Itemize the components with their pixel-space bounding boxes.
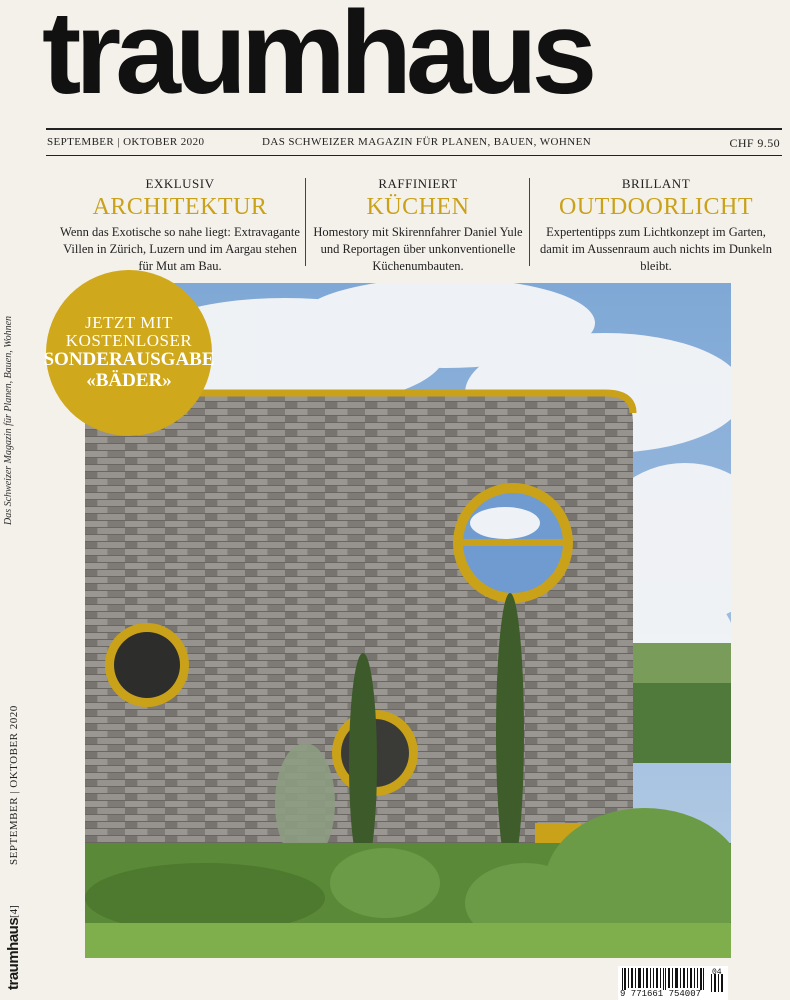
issue-date: SEPTEMBER | OKTOBER 2020 bbox=[47, 136, 205, 148]
spine bbox=[0, 0, 30, 1000]
badge-line: KOSTENLOSER bbox=[65, 331, 193, 351]
barcode-addon: 04 bbox=[712, 968, 722, 977]
teaser-body: Wenn das Exotische so nahe liegt: Extravagante Villen in Zürich, Luzern und im Aargau stehen für Mut am Bau. bbox=[60, 225, 300, 274]
badge-highlight: SONDERAUSGABE bbox=[43, 348, 215, 370]
badge-highlight: «BÄDER» bbox=[86, 369, 172, 391]
teaser-kicker: RAFFINIERT bbox=[378, 176, 458, 191]
teaser-body: Homestory mit Skirennfahrer Daniel Yule und Reportagen über unkonventionelle Küchenumbauten. bbox=[313, 225, 523, 274]
spine-logo: traumhaus bbox=[5, 917, 22, 990]
masthead-rule-top bbox=[46, 128, 782, 130]
spine-motto: Das Schweizer Magazin für Planen, Bauen, Wohnen bbox=[3, 315, 14, 525]
teaser-divider bbox=[529, 178, 530, 266]
teaser-kicker: BRILLANT bbox=[621, 176, 691, 191]
porthole-window-left bbox=[105, 623, 189, 707]
spine-date: SEPTEMBER | OKTOBER 2020 bbox=[8, 705, 20, 865]
teaser-architektur bbox=[60, 176, 300, 275]
barcode-digits: 9 771661 754007 bbox=[620, 989, 702, 999]
teaser-headline: OUTDOORLICHT bbox=[559, 194, 753, 220]
masthead-logo: traumhaus bbox=[42, 0, 592, 119]
teaser-kuechen bbox=[312, 176, 524, 275]
teaser-divider bbox=[305, 178, 306, 266]
teaser-body: Expertentipps zum Lichtkonzept im Garten, damit im Aussenraum auch nichts im Dunkeln bleibt. bbox=[540, 225, 772, 274]
spine-issue: [4] bbox=[8, 905, 20, 918]
teaser-outdoorlicht bbox=[536, 176, 776, 275]
teaser-kicker: EXKLUSIV bbox=[145, 176, 215, 191]
teaser-headline: KÜCHEN bbox=[366, 194, 470, 220]
badge-line: JETZT MIT bbox=[85, 313, 173, 333]
magazine-tagline: DAS SCHWEIZER MAGAZIN FÜR PLANEN, BAUEN, WOHNEN bbox=[262, 136, 592, 148]
cover-price: CHF 9.50 bbox=[729, 136, 780, 150]
porthole-window-large bbox=[453, 483, 573, 603]
masthead-rule-bottom bbox=[46, 155, 782, 156]
special-edition-badge bbox=[43, 270, 215, 436]
teaser-headline: ARCHITEKTUR bbox=[92, 194, 268, 220]
